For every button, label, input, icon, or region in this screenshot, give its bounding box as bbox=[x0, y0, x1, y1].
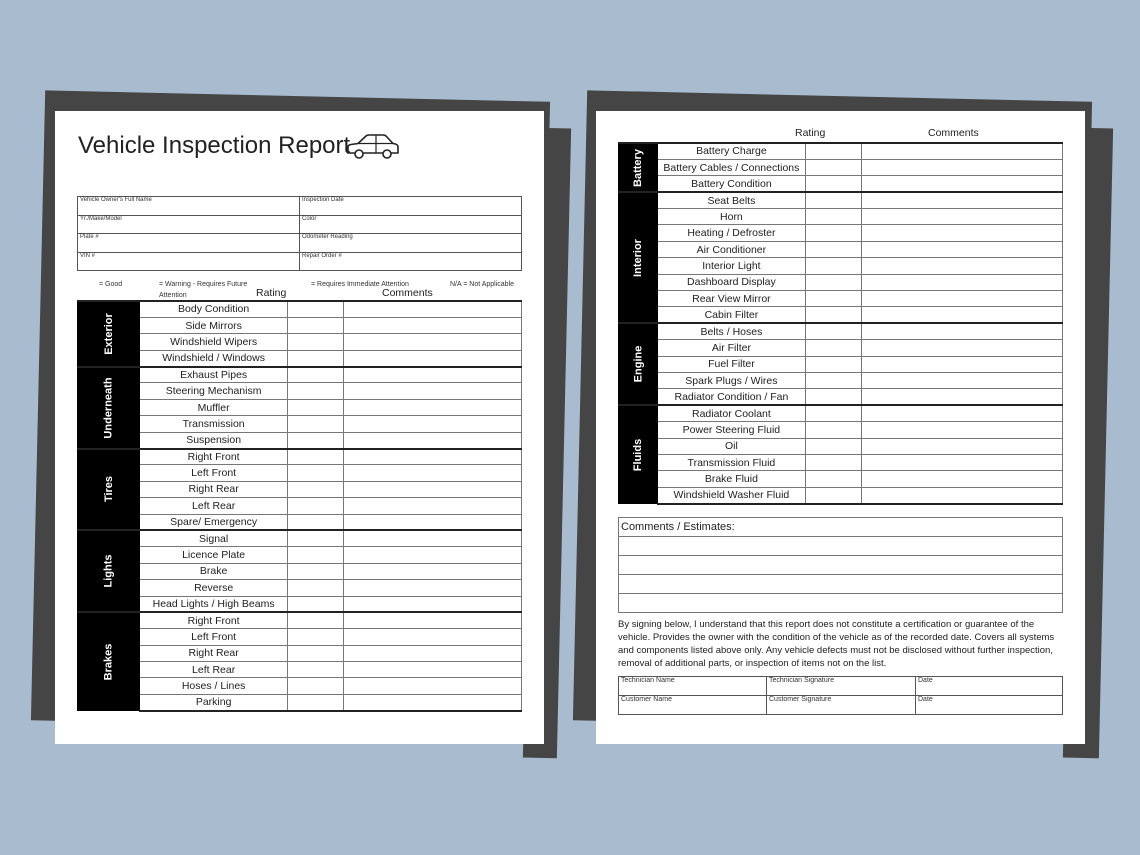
table-row bbox=[78, 449, 522, 465]
inspection-item-label: Air Filter bbox=[657, 340, 805, 356]
inspection-item-label: Left Rear bbox=[140, 498, 288, 514]
repair-order-field[interactable]: Repair Order # bbox=[300, 252, 522, 271]
table-row bbox=[78, 350, 522, 366]
table-row bbox=[619, 389, 1063, 405]
rating-cell[interactable] bbox=[805, 176, 861, 192]
table-row bbox=[619, 258, 1063, 274]
rating-cell[interactable] bbox=[805, 422, 861, 438]
rating-cell[interactable] bbox=[805, 487, 861, 503]
yr-make-model-field[interactable]: Yr./Make/Model bbox=[78, 215, 300, 234]
technician-signature-field[interactable]: Technician Signature bbox=[767, 677, 916, 696]
inspection-item-label: Right Rear bbox=[140, 481, 288, 497]
rating-column-header-p2: Rating bbox=[795, 127, 826, 139]
rating-cell[interactable] bbox=[288, 645, 344, 661]
table-row bbox=[78, 580, 522, 596]
table-row bbox=[78, 563, 522, 579]
signature-row bbox=[619, 677, 1063, 696]
table-row bbox=[619, 307, 1063, 323]
inspection-item-label: Windshield / Windows bbox=[140, 350, 288, 366]
table-row bbox=[619, 323, 1063, 339]
rating-cell[interactable] bbox=[805, 405, 861, 421]
table-row bbox=[78, 612, 522, 628]
rating-cell[interactable] bbox=[288, 612, 344, 628]
table-row bbox=[619, 438, 1063, 454]
table-row bbox=[619, 159, 1063, 175]
rating-cell[interactable] bbox=[288, 678, 344, 694]
legend-warning-line1: = Warning - Requires Future bbox=[159, 281, 248, 288]
comments-cell[interactable] bbox=[344, 596, 522, 612]
section-label-lights bbox=[78, 530, 140, 612]
rating-cell[interactable] bbox=[288, 694, 344, 710]
comments-cell[interactable] bbox=[861, 209, 1062, 225]
customer-signature-field[interactable]: Customer Signature bbox=[767, 696, 916, 715]
table-row bbox=[619, 143, 1063, 159]
table-row bbox=[78, 481, 522, 497]
table-row bbox=[619, 192, 1063, 208]
comments-line[interactable] bbox=[619, 556, 1063, 575]
inspection-item-label: Hoses / Lines bbox=[140, 678, 288, 694]
signature-row bbox=[619, 696, 1063, 715]
comments-cell[interactable] bbox=[344, 301, 522, 317]
rating-cell[interactable] bbox=[288, 416, 344, 432]
comments-cell[interactable] bbox=[344, 481, 522, 497]
rating-cell[interactable] bbox=[805, 372, 861, 388]
section-label-text: Interior bbox=[631, 238, 644, 277]
comments-cell[interactable] bbox=[861, 225, 1062, 241]
rating-cell[interactable] bbox=[288, 367, 344, 383]
table-row bbox=[78, 383, 522, 399]
table-row bbox=[78, 694, 522, 710]
rating-cell[interactable] bbox=[805, 454, 861, 470]
rating-cell[interactable] bbox=[805, 274, 861, 290]
rating-cell[interactable] bbox=[288, 465, 344, 481]
inspection-item-label: Radiator Condition / Fan bbox=[657, 389, 805, 405]
comments-cell[interactable] bbox=[344, 694, 522, 710]
vin-field[interactable]: VIN # bbox=[78, 252, 300, 271]
comments-cell[interactable] bbox=[861, 372, 1062, 388]
rating-cell[interactable] bbox=[288, 432, 344, 448]
rating-cell[interactable] bbox=[288, 383, 344, 399]
inspection-item-label: Windshield Washer Fluid bbox=[657, 487, 805, 503]
plate-field[interactable]: Plate # bbox=[78, 234, 300, 253]
rating-cell[interactable] bbox=[288, 596, 344, 612]
report-title: Vehicle Inspection Report bbox=[78, 132, 351, 159]
comments-cell[interactable] bbox=[344, 580, 522, 596]
comments-column-header: Comments bbox=[382, 287, 433, 299]
comments-cell[interactable] bbox=[861, 323, 1062, 339]
comments-cell[interactable] bbox=[861, 274, 1062, 290]
vehicle-info-table bbox=[77, 196, 522, 271]
inspection-item-label: Rear View Mirror bbox=[657, 291, 805, 307]
rating-cell[interactable] bbox=[805, 143, 861, 159]
car-icon bbox=[345, 133, 401, 161]
inspection-item-label: Left Front bbox=[140, 629, 288, 645]
table-row bbox=[78, 547, 522, 563]
table-row bbox=[78, 662, 522, 678]
comments-cell[interactable] bbox=[344, 498, 522, 514]
rating-cell[interactable] bbox=[288, 514, 344, 530]
legend-immediate: = Requires Immediate Attention bbox=[311, 281, 409, 288]
comments-line[interactable] bbox=[619, 537, 1063, 556]
inspection-item-label: Brake bbox=[140, 563, 288, 579]
section-label-text: Engine bbox=[631, 345, 644, 383]
rating-cell[interactable] bbox=[288, 350, 344, 366]
section-label-text: Tires bbox=[102, 476, 115, 503]
section-label-interior bbox=[619, 192, 658, 323]
table-row bbox=[78, 645, 522, 661]
table-row bbox=[619, 209, 1063, 225]
section-label-text: Battery bbox=[631, 148, 644, 187]
comments-cell[interactable] bbox=[861, 454, 1062, 470]
comments-cell[interactable] bbox=[861, 340, 1062, 356]
inspection-item-label: Spare/ Emergency bbox=[140, 514, 288, 530]
comments-cell[interactable] bbox=[344, 334, 522, 350]
table-row bbox=[619, 405, 1063, 421]
section-label-text: Exterior bbox=[102, 312, 115, 355]
table-row bbox=[619, 356, 1063, 372]
comments-cell[interactable] bbox=[861, 258, 1062, 274]
inspection-item-label: Power Steering Fluid bbox=[657, 422, 805, 438]
inspection-item-label: Air Conditioner bbox=[657, 241, 805, 257]
rating-cell[interactable] bbox=[288, 530, 344, 546]
comments-cell[interactable] bbox=[344, 612, 522, 628]
rating-cell[interactable] bbox=[288, 580, 344, 596]
technician-name-field[interactable]: Technician Name bbox=[619, 677, 767, 696]
section-label-fluids bbox=[619, 405, 658, 503]
table-row bbox=[78, 317, 522, 333]
info-row bbox=[78, 252, 522, 271]
comments-cell[interactable] bbox=[344, 432, 522, 448]
inspection-item-label: Left Front bbox=[140, 465, 288, 481]
comments-column-header-p2: Comments bbox=[928, 127, 979, 139]
section-label-text: Brakes bbox=[102, 643, 115, 681]
inspection-item-label: Seat Belts bbox=[657, 192, 805, 208]
comments-cell[interactable] bbox=[344, 399, 522, 415]
section-label-exterior bbox=[78, 301, 140, 367]
table-row bbox=[78, 367, 522, 383]
customer-name-field[interactable]: Customer Name bbox=[619, 696, 767, 715]
inspection-item-label: Body Condition bbox=[140, 301, 288, 317]
comments-cell[interactable] bbox=[344, 530, 522, 546]
inspection-grid-page1 bbox=[77, 300, 522, 712]
comments-cell[interactable] bbox=[344, 350, 522, 366]
rating-cell[interactable] bbox=[288, 547, 344, 563]
rating-cell[interactable] bbox=[805, 438, 861, 454]
comments-cell[interactable] bbox=[344, 678, 522, 694]
inspection-page-1 bbox=[55, 111, 544, 744]
color-field[interactable]: Color bbox=[300, 215, 522, 234]
inspection-item-label: Oil bbox=[657, 438, 805, 454]
table-row bbox=[619, 225, 1063, 241]
inspection-item-label: Licence Plate bbox=[140, 547, 288, 563]
section-label-battery bbox=[619, 143, 658, 192]
table-row bbox=[78, 514, 522, 530]
inspection-grid-page2 bbox=[618, 142, 1063, 505]
section-label-text: Lights bbox=[102, 554, 115, 588]
legend-na: N/A = Not Applicable bbox=[450, 281, 515, 288]
comments-cell[interactable] bbox=[344, 629, 522, 645]
comments-cell[interactable] bbox=[861, 192, 1062, 208]
comments-estimates-box bbox=[618, 517, 1063, 613]
inspection-item-label: Suspension bbox=[140, 432, 288, 448]
table-row bbox=[78, 334, 522, 350]
table-row bbox=[619, 241, 1063, 257]
comments-cell[interactable] bbox=[344, 383, 522, 399]
table-row bbox=[78, 399, 522, 415]
rating-cell[interactable] bbox=[805, 192, 861, 208]
table-row bbox=[78, 530, 522, 546]
inspection-item-label: Fuel Filter bbox=[657, 356, 805, 372]
table-row bbox=[619, 471, 1063, 487]
table-row bbox=[619, 340, 1063, 356]
table-row bbox=[619, 487, 1063, 503]
rating-cell[interactable] bbox=[288, 662, 344, 678]
comments-cell[interactable] bbox=[344, 514, 522, 530]
comments-cell[interactable] bbox=[861, 422, 1062, 438]
section-label-tires bbox=[78, 449, 140, 531]
inspection-item-label: Belts / Hoses bbox=[657, 323, 805, 339]
table-row bbox=[619, 274, 1063, 290]
comments-cell[interactable] bbox=[344, 416, 522, 432]
inspection-item-label: Right Rear bbox=[140, 645, 288, 661]
rating-cell[interactable] bbox=[805, 241, 861, 257]
inspection-item-label: Head Lights / High Beams bbox=[140, 596, 288, 612]
inspection-item-label: Heating / Defroster bbox=[657, 225, 805, 241]
rating-cell[interactable] bbox=[805, 258, 861, 274]
table-row bbox=[619, 291, 1063, 307]
inspection-item-label: Right Front bbox=[140, 449, 288, 465]
comments-line[interactable] bbox=[619, 594, 1063, 613]
inspection-item-label: Parking bbox=[140, 694, 288, 710]
rating-cell[interactable] bbox=[288, 301, 344, 317]
comments-cell[interactable] bbox=[861, 143, 1062, 159]
inspection-item-label: Muffler bbox=[140, 399, 288, 415]
comments-cell[interactable] bbox=[344, 367, 522, 383]
comments-estimates-title: Comments / Estimates: bbox=[619, 518, 1063, 537]
inspection-item-label: Left Rear bbox=[140, 662, 288, 678]
rating-cell[interactable] bbox=[805, 225, 861, 241]
comments-cell[interactable] bbox=[344, 317, 522, 333]
rating-cell[interactable] bbox=[288, 449, 344, 465]
rating-cell[interactable] bbox=[805, 323, 861, 339]
table-row bbox=[78, 596, 522, 612]
legend-warning bbox=[159, 279, 247, 301]
rating-cell[interactable] bbox=[288, 563, 344, 579]
section-label-text: Fluids bbox=[631, 438, 644, 471]
inspection-item-label: Brake Fluid bbox=[657, 471, 805, 487]
inspection-item-label: Exhaust Pipes bbox=[140, 367, 288, 383]
inspection-page-2 bbox=[596, 111, 1085, 744]
rating-cell[interactable] bbox=[805, 159, 861, 175]
section-label-engine bbox=[619, 323, 658, 405]
legend-good: = Good bbox=[99, 281, 123, 288]
inspection-item-label: Transmission Fluid bbox=[657, 454, 805, 470]
info-row bbox=[78, 215, 522, 234]
inspection-item-label: Battery Condition bbox=[657, 176, 805, 192]
inspection-item-label: Dashboard Display bbox=[657, 274, 805, 290]
table-row bbox=[78, 301, 522, 317]
inspection-item-label: Right Front bbox=[140, 612, 288, 628]
inspection-item-label: Steering Mechanism bbox=[140, 383, 288, 399]
date-field[interactable]: Date bbox=[916, 677, 1063, 696]
rating-cell[interactable] bbox=[805, 291, 861, 307]
inspection-item-label: Cabin Filter bbox=[657, 307, 805, 323]
comments-cell[interactable] bbox=[344, 547, 522, 563]
rating-cell[interactable] bbox=[805, 340, 861, 356]
table-row bbox=[78, 678, 522, 694]
inspection-item-label: Side Mirrors bbox=[140, 317, 288, 333]
table-row bbox=[619, 422, 1063, 438]
signature-table bbox=[618, 676, 1063, 715]
inspection-item-label: Radiator Coolant bbox=[657, 405, 805, 421]
rating-cell[interactable] bbox=[805, 356, 861, 372]
comments-cell[interactable] bbox=[344, 645, 522, 661]
comments-cell[interactable] bbox=[861, 487, 1062, 503]
inspection-item-label: Battery Charge bbox=[657, 143, 805, 159]
signature-disclaimer: By signing below, I understand that this report does not constitute a certification or guarantee of the vehicle. Provides the owner with the condition of the vehicle as of the recorded date. Covers all systems and components listed above only. Any vehicle defects must not be disclosed without further inspection, removal of additional parts, or inspection of items not on the list. bbox=[618, 619, 1055, 669]
rating-cell[interactable] bbox=[805, 307, 861, 323]
inspection-item-label: Battery Cables / Connections bbox=[657, 159, 805, 175]
inspection-item-label: Transmission bbox=[140, 416, 288, 432]
table-row bbox=[78, 432, 522, 448]
rating-cell[interactable] bbox=[805, 389, 861, 405]
date-field[interactable]: Date bbox=[916, 696, 1063, 715]
comments-cell[interactable] bbox=[861, 176, 1062, 192]
rating-cell[interactable] bbox=[288, 498, 344, 514]
rating-cell[interactable] bbox=[288, 629, 344, 645]
odometer-reading-field[interactable]: Odometer Reading bbox=[300, 234, 522, 253]
table-row bbox=[619, 176, 1063, 192]
rating-column-header: Rating bbox=[256, 287, 287, 299]
comments-cell[interactable] bbox=[861, 307, 1062, 323]
rating-cell[interactable] bbox=[288, 399, 344, 415]
inspection-item-label: Signal bbox=[140, 530, 288, 546]
comments-line[interactable] bbox=[619, 575, 1063, 594]
table-row bbox=[78, 498, 522, 514]
section-label-underneath bbox=[78, 367, 140, 449]
inspection-item-label: Interior Light bbox=[657, 258, 805, 274]
comments-cell[interactable] bbox=[344, 449, 522, 465]
comments-cell[interactable] bbox=[861, 405, 1062, 421]
rating-cell[interactable] bbox=[288, 317, 344, 333]
comments-cell[interactable] bbox=[861, 159, 1062, 175]
table-row bbox=[78, 629, 522, 645]
vehicle-owner-s-full-name-field[interactable]: Vehicle Owner's Full Name bbox=[78, 197, 300, 216]
rating-cell[interactable] bbox=[288, 334, 344, 350]
table-row bbox=[619, 372, 1063, 388]
comments-cell[interactable] bbox=[861, 438, 1062, 454]
info-row bbox=[78, 234, 522, 253]
section-label-brakes bbox=[78, 612, 140, 710]
comments-cell[interactable] bbox=[861, 241, 1062, 257]
table-row bbox=[78, 416, 522, 432]
comments-cell[interactable] bbox=[861, 291, 1062, 307]
comments-cell[interactable] bbox=[344, 465, 522, 481]
comments-cell[interactable] bbox=[861, 356, 1062, 372]
inspection-item-label: Horn bbox=[657, 209, 805, 225]
table-row bbox=[619, 454, 1063, 470]
inspection-item-label: Spark Plugs / Wires bbox=[657, 372, 805, 388]
comments-cell[interactable] bbox=[344, 563, 522, 579]
comments-cell[interactable] bbox=[861, 471, 1062, 487]
info-row bbox=[78, 197, 522, 216]
inspection-item-label: Windshield Wipers bbox=[140, 334, 288, 350]
comments-cell[interactable] bbox=[861, 389, 1062, 405]
inspection-date-field[interactable]: Inspection Date bbox=[300, 197, 522, 216]
legend-warning-line2: Attention bbox=[159, 292, 187, 299]
section-label-text: Underneath bbox=[102, 376, 115, 439]
comments-cell[interactable] bbox=[344, 662, 522, 678]
table-row bbox=[78, 465, 522, 481]
inspection-item-label: Reverse bbox=[140, 580, 288, 596]
rating-cell[interactable] bbox=[805, 209, 861, 225]
rating-cell[interactable] bbox=[805, 471, 861, 487]
rating-cell[interactable] bbox=[288, 481, 344, 497]
